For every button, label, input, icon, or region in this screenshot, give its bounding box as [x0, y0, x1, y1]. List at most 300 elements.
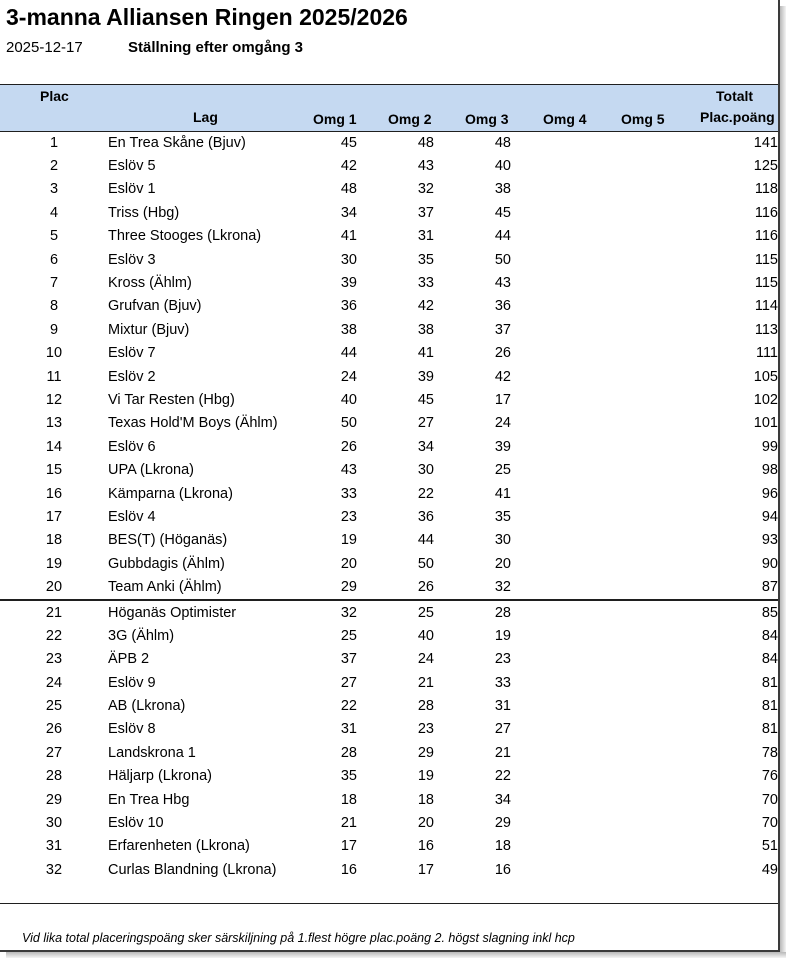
- table-row: [0, 248, 778, 271]
- cell-omg3: 23: [494, 651, 511, 668]
- cell-omg5: [588, 552, 665, 575]
- cell-omg2: 24: [417, 651, 434, 668]
- cell-omg2: 37: [417, 204, 434, 221]
- cell-omg3: 41: [494, 485, 511, 502]
- cell-plac: 6: [49, 251, 59, 268]
- header-omg1: Omg 1: [313, 111, 357, 127]
- cell-omg5: [588, 648, 665, 671]
- cell-omg1: 34: [340, 204, 357, 221]
- cell-omg5: [588, 694, 665, 717]
- cell-lag: Triss (Hbg): [108, 204, 180, 221]
- cell-total: 116: [754, 228, 778, 245]
- cell-plac: 22: [45, 627, 63, 644]
- table-row: [0, 529, 778, 552]
- cell-omg2: 26: [417, 579, 434, 596]
- cell-plac: 14: [45, 438, 63, 455]
- cell-omg1: 38: [340, 321, 357, 338]
- cell-omg4: [511, 131, 588, 154]
- cell-omg2: 23: [417, 721, 434, 738]
- cell-total: 94: [761, 508, 778, 525]
- cell-total: 118: [754, 181, 778, 198]
- cell-plac: 2: [49, 158, 59, 175]
- cell-omg4: [511, 811, 588, 834]
- cell-omg2: 43: [417, 158, 434, 175]
- table-row: [0, 458, 778, 481]
- cell-lag: Vi Tar Resten (Hbg): [108, 391, 235, 408]
- table-row: [0, 225, 778, 248]
- cell-omg5: [588, 858, 665, 881]
- cell-omg4: [511, 624, 588, 647]
- table-row: [0, 694, 778, 717]
- cell-lag: Eslöv 10: [108, 815, 164, 832]
- cell-omg2: 36: [417, 508, 434, 525]
- header-omg3: Omg 3: [465, 111, 509, 127]
- cell-total: 125: [753, 158, 778, 175]
- cell-lag: Gubbdagis (Ählm): [108, 555, 225, 572]
- cell-omg1: 23: [340, 508, 357, 525]
- cell-lag: ÄPB 2: [108, 651, 150, 668]
- cell-omg2: 35: [417, 251, 434, 268]
- cell-omg5: [588, 671, 665, 694]
- cell-omg5: [588, 835, 665, 858]
- cell-omg4: [511, 365, 588, 388]
- cell-omg2: 45: [417, 391, 434, 408]
- cell-omg1: 27: [340, 674, 357, 691]
- table-row: [0, 624, 778, 647]
- cell-total: 70: [761, 791, 778, 808]
- cell-total: 115: [754, 251, 778, 268]
- cell-plac: 23: [45, 651, 63, 668]
- standings-subtitle: Ställning efter omgång 3: [128, 39, 304, 56]
- cell-total: 105: [753, 368, 778, 385]
- cell-omg1: 37: [340, 651, 357, 668]
- cell-omg1: 32: [308, 600, 357, 624]
- header-totalt: Totalt: [716, 88, 754, 104]
- cell-total: 81: [761, 698, 778, 715]
- cell-omg5: [588, 788, 665, 811]
- cell-plac: 3: [49, 181, 59, 198]
- table-row: [0, 835, 778, 858]
- cell-omg3: 34: [494, 791, 511, 808]
- cell-omg3: 18: [494, 838, 511, 855]
- cell-total: 115: [754, 275, 778, 292]
- cell-omg2: 50: [417, 555, 434, 572]
- cell-total: 76: [761, 768, 778, 785]
- table-row: [0, 365, 778, 388]
- table-row: [0, 154, 778, 177]
- cell-lag: Texas Hold'M Boys (Ählm): [108, 415, 278, 432]
- cell-omg1: 29: [340, 579, 357, 596]
- page-title: 3-manna Alliansen Ringen 2025/2026: [6, 4, 408, 30]
- cell-plac: 25: [45, 698, 63, 715]
- cell-plac: 31: [45, 838, 63, 855]
- cell-plac: 21: [0, 600, 108, 624]
- cell-omg2: 34: [417, 438, 434, 455]
- cell-lag: UPA (Lkrona): [108, 462, 194, 479]
- cell-omg4: [511, 458, 588, 481]
- cell-total: 93: [761, 532, 778, 549]
- cell-omg1: 16: [340, 861, 357, 878]
- cell-omg4: [511, 482, 588, 505]
- cell-omg3: 35: [494, 508, 511, 525]
- cell-omg5: [588, 741, 665, 764]
- cell-omg4: [511, 529, 588, 552]
- cell-omg5: [588, 811, 665, 834]
- cell-plac: 32: [45, 861, 63, 878]
- cell-plac: 8: [49, 298, 59, 315]
- cell-plac: 17: [45, 508, 63, 525]
- cell-omg1: 19: [340, 532, 357, 549]
- cell-plac: 19: [45, 555, 63, 572]
- cell-omg4: [511, 552, 588, 575]
- table-row: [0, 718, 778, 741]
- cell-omg4: [511, 435, 588, 458]
- cell-plac: 9: [49, 321, 59, 338]
- header-omg2: Omg 2: [388, 111, 432, 127]
- cell-plac: 4: [49, 204, 59, 221]
- standings-table-body: [0, 131, 778, 882]
- cell-omg5: [588, 718, 665, 741]
- cell-omg3: 20: [494, 555, 511, 572]
- cell-total: 85: [665, 600, 778, 624]
- cell-omg4: [511, 225, 588, 248]
- cell-lag: Eslöv 5: [108, 158, 156, 175]
- cell-plac: 26: [45, 721, 63, 738]
- table-row: [0, 600, 778, 624]
- cell-omg5: [588, 131, 665, 154]
- cell-lag: Eslöv 9: [108, 674, 156, 691]
- cell-omg3: 50: [494, 251, 511, 268]
- table-row: [0, 858, 778, 881]
- cell-omg4: [511, 178, 588, 201]
- cell-omg5: [588, 201, 665, 224]
- cell-omg2: 38: [417, 321, 434, 338]
- header-lag: Lag: [193, 109, 218, 125]
- cell-omg1: 45: [340, 134, 357, 151]
- cell-plac: 18: [45, 532, 63, 549]
- cell-omg5: [588, 154, 665, 177]
- cell-plac: 10: [45, 345, 63, 362]
- cell-omg1: 44: [340, 345, 357, 362]
- tiebreak-footnote: Vid lika total placeringspoäng sker särskiljning på 1.flest högre plac.poäng 2. högst slagning inkl hcp: [22, 931, 575, 945]
- cell-lag: AB (Lkrona): [108, 698, 186, 715]
- cell-omg1: 24: [340, 368, 357, 385]
- cell-omg2: 17: [417, 861, 434, 878]
- cell-omg1: 31: [340, 721, 357, 738]
- cell-lag: Grufvan (Bjuv): [108, 298, 202, 315]
- cell-plac: 12: [45, 391, 63, 408]
- cell-omg2: 41: [417, 345, 434, 362]
- cell-total: 90: [761, 555, 778, 572]
- cell-omg5: [588, 248, 665, 271]
- cell-omg4: [511, 765, 588, 788]
- cell-omg4: [511, 295, 588, 318]
- cell-omg1: 28: [340, 744, 357, 761]
- cell-omg4: [511, 694, 588, 717]
- cell-total: 81: [761, 721, 778, 738]
- cell-plac: 29: [45, 791, 63, 808]
- cell-lag: Mixtur (Bjuv): [108, 321, 190, 338]
- cell-total: 102: [753, 391, 778, 408]
- table-row: [0, 342, 778, 365]
- table-row: [0, 505, 778, 528]
- cell-plac: 30: [45, 815, 63, 832]
- table-row: [0, 201, 778, 224]
- cell-omg1: 50: [340, 415, 357, 432]
- cell-omg2: 19: [417, 768, 434, 785]
- cell-omg3: 33: [494, 674, 511, 691]
- cell-total: 84: [761, 627, 778, 644]
- header-plac: Plac: [40, 88, 69, 104]
- cell-omg5: [588, 600, 665, 624]
- cell-omg1: 22: [340, 698, 357, 715]
- cell-lag: Curlas Blandning (Lkrona): [108, 861, 277, 878]
- cell-lag: En Trea Skåne (Bjuv): [108, 134, 246, 151]
- cell-lag: Eslöv 6: [108, 438, 156, 455]
- cell-lag: Eslöv 4: [108, 508, 156, 525]
- cell-omg2: 16: [417, 838, 434, 855]
- cell-omg5: [588, 388, 665, 411]
- table-row: [0, 131, 778, 154]
- cell-omg3: 24: [494, 415, 511, 432]
- cell-lag: Eslöv 8: [108, 721, 156, 738]
- cell-total: 81: [761, 674, 778, 691]
- cell-omg4: [511, 788, 588, 811]
- cell-omg2: 39: [417, 368, 434, 385]
- cell-plac: 28: [45, 768, 63, 785]
- cell-lag: Erfarenheten (Lkrona): [108, 838, 250, 855]
- cell-lag: En Trea Hbg: [108, 791, 190, 808]
- cell-total: 114: [754, 298, 778, 315]
- cell-omg5: [588, 365, 665, 388]
- cell-omg1: 21: [340, 815, 357, 832]
- table-bottom-divider: [0, 903, 778, 904]
- cell-lag: Three Stooges (Lkrona): [108, 228, 262, 245]
- cell-omg4: [511, 505, 588, 528]
- cell-lag: BES(T) (Höganäs): [108, 532, 228, 549]
- cell-omg3: 37: [494, 321, 511, 338]
- cell-total: 101: [753, 415, 778, 432]
- cell-plac: 1: [49, 134, 59, 151]
- cell-omg3: 29: [494, 815, 511, 832]
- cell-omg3: 42: [494, 368, 511, 385]
- cell-omg3: 16: [494, 861, 511, 878]
- cell-omg1: 43: [340, 462, 357, 479]
- table-row: [0, 788, 778, 811]
- cell-omg2: 48: [417, 134, 434, 151]
- cell-omg5: [588, 482, 665, 505]
- cell-omg5: [588, 342, 665, 365]
- cell-omg1: 18: [340, 791, 357, 808]
- cell-plac: 24: [45, 674, 63, 691]
- cell-omg5: [588, 271, 665, 294]
- table-row: [0, 552, 778, 575]
- cell-omg2: 44: [417, 532, 434, 549]
- cell-omg5: [588, 458, 665, 481]
- cell-omg5: [588, 575, 665, 599]
- cell-omg3: 40: [494, 158, 511, 175]
- cell-total: 111: [755, 345, 778, 362]
- cell-omg4: [511, 600, 588, 624]
- cell-total: 99: [761, 438, 778, 455]
- cell-plac: 5: [49, 228, 59, 245]
- cell-omg2: 18: [417, 791, 434, 808]
- table-row: [0, 648, 778, 671]
- cell-omg2: 21: [417, 674, 434, 691]
- cell-omg3: 25: [494, 462, 511, 479]
- cell-omg5: [588, 529, 665, 552]
- cell-lag: Eslöv 3: [108, 251, 156, 268]
- cell-omg4: [511, 388, 588, 411]
- cell-omg1: 30: [340, 251, 357, 268]
- cell-total: 84: [761, 651, 778, 668]
- cell-omg3: 45: [494, 204, 511, 221]
- cell-plac: 16: [45, 485, 63, 502]
- cell-omg2: 40: [417, 627, 434, 644]
- cell-total: 98: [761, 462, 778, 479]
- table-row: [0, 412, 778, 435]
- cell-omg5: [588, 225, 665, 248]
- cell-omg4: [511, 671, 588, 694]
- cell-total: 49: [761, 861, 778, 878]
- cell-omg3: 48: [494, 134, 511, 151]
- cell-omg5: [588, 505, 665, 528]
- cell-total: 51: [761, 838, 778, 855]
- cell-omg3: 21: [494, 744, 511, 761]
- cell-omg2: 31: [417, 228, 434, 245]
- cell-omg2: 30: [417, 462, 434, 479]
- header-placpoang: Plac.poäng: [700, 109, 775, 125]
- cell-omg1: 25: [340, 627, 357, 644]
- cell-plac: 13: [45, 415, 63, 432]
- cell-lag: Höganäs Optimister: [108, 600, 308, 624]
- cell-omg3: 31: [494, 698, 511, 715]
- cell-omg2: 42: [417, 298, 434, 315]
- report-date: 2025-12-17: [6, 39, 83, 56]
- cell-omg5: [588, 318, 665, 341]
- cell-total: 70: [761, 815, 778, 832]
- cell-omg1: 36: [340, 298, 357, 315]
- cell-omg3: 26: [494, 345, 511, 362]
- cell-plac: 15: [45, 462, 63, 479]
- cell-omg3: 17: [494, 391, 511, 408]
- cell-lag: Kämparna (Lkrona): [108, 485, 233, 502]
- cell-lag: 3G (Ählm): [108, 627, 175, 644]
- cell-omg2: 32: [417, 181, 434, 198]
- cell-omg4: [511, 248, 588, 271]
- cell-omg1: 39: [340, 275, 357, 292]
- cell-omg3: 39: [494, 438, 511, 455]
- cell-omg1: 40: [340, 391, 357, 408]
- cell-omg1: 35: [340, 768, 357, 785]
- cell-omg3: 30: [494, 532, 511, 549]
- cell-plac: 11: [46, 368, 62, 385]
- cell-omg4: [511, 648, 588, 671]
- header-omg5: Omg 5: [621, 111, 665, 127]
- sheet-shadow-bottom: [6, 952, 786, 958]
- table-row: [0, 178, 778, 201]
- cell-omg2: 25: [357, 600, 434, 624]
- cell-omg3: 19: [494, 627, 511, 644]
- table-row: [0, 435, 778, 458]
- table-row: [0, 271, 778, 294]
- cell-omg4: [511, 271, 588, 294]
- cell-omg3: 44: [494, 228, 511, 245]
- cell-omg4: [511, 741, 588, 764]
- cell-omg4: [511, 858, 588, 881]
- cell-omg5: [588, 765, 665, 788]
- table-row: [0, 811, 778, 834]
- cell-lag: Eslöv 1: [108, 181, 156, 198]
- cell-omg4: [511, 154, 588, 177]
- header-omg4: Omg 4: [543, 111, 587, 127]
- cell-omg1: 41: [340, 228, 357, 245]
- cell-omg4: [511, 575, 588, 599]
- cell-omg2: 33: [417, 275, 434, 292]
- table-row: [0, 295, 778, 318]
- cell-omg4: [511, 318, 588, 341]
- cell-omg4: [511, 412, 588, 435]
- cell-lag: Eslöv 2: [108, 368, 156, 385]
- cell-plac: 27: [45, 744, 63, 761]
- table-header: [0, 84, 778, 132]
- cell-total: 141: [753, 134, 778, 151]
- cell-lag: Eslöv 7: [108, 345, 156, 362]
- cell-total: 78: [761, 744, 778, 761]
- cell-lag: Team Anki (Ählm): [108, 579, 222, 596]
- cell-total: 113: [754, 321, 778, 338]
- cell-omg2: 27: [417, 415, 434, 432]
- cell-omg5: [588, 435, 665, 458]
- cell-omg2: 22: [417, 485, 434, 502]
- cell-lag: Landskrona 1: [108, 744, 196, 761]
- cell-omg3: 36: [494, 298, 511, 315]
- cell-omg2: 29: [417, 744, 434, 761]
- cell-omg4: [511, 718, 588, 741]
- cell-omg2: 20: [417, 815, 434, 832]
- cell-total: 116: [754, 204, 778, 221]
- table-row: [0, 765, 778, 788]
- cell-omg3: 32: [494, 579, 511, 596]
- cell-omg3: 43: [494, 275, 511, 292]
- cell-total: 87: [761, 579, 778, 596]
- cell-omg3: 22: [494, 768, 511, 785]
- table-row: [0, 318, 778, 341]
- table-row: [0, 575, 778, 599]
- cell-plac: 7: [49, 275, 59, 292]
- cell-omg5: [588, 295, 665, 318]
- cell-total: 96: [761, 485, 778, 502]
- table-row: [0, 741, 778, 764]
- cell-omg4: [511, 201, 588, 224]
- cell-omg5: [588, 412, 665, 435]
- cell-omg3: 38: [494, 181, 511, 198]
- cell-omg5: [588, 624, 665, 647]
- sheet-shadow-right: [780, 6, 786, 954]
- cell-omg4: [511, 835, 588, 858]
- standings-table: [0, 131, 778, 882]
- cell-omg1: 26: [340, 438, 357, 455]
- cell-omg3: 28: [434, 600, 511, 624]
- table-row: [0, 671, 778, 694]
- cell-omg1: 48: [340, 181, 357, 198]
- cell-omg1: 42: [340, 158, 357, 175]
- cell-omg4: [511, 342, 588, 365]
- table-row: [0, 388, 778, 411]
- cell-omg5: [588, 178, 665, 201]
- cell-omg1: 33: [340, 485, 357, 502]
- cell-omg3: 27: [494, 721, 511, 738]
